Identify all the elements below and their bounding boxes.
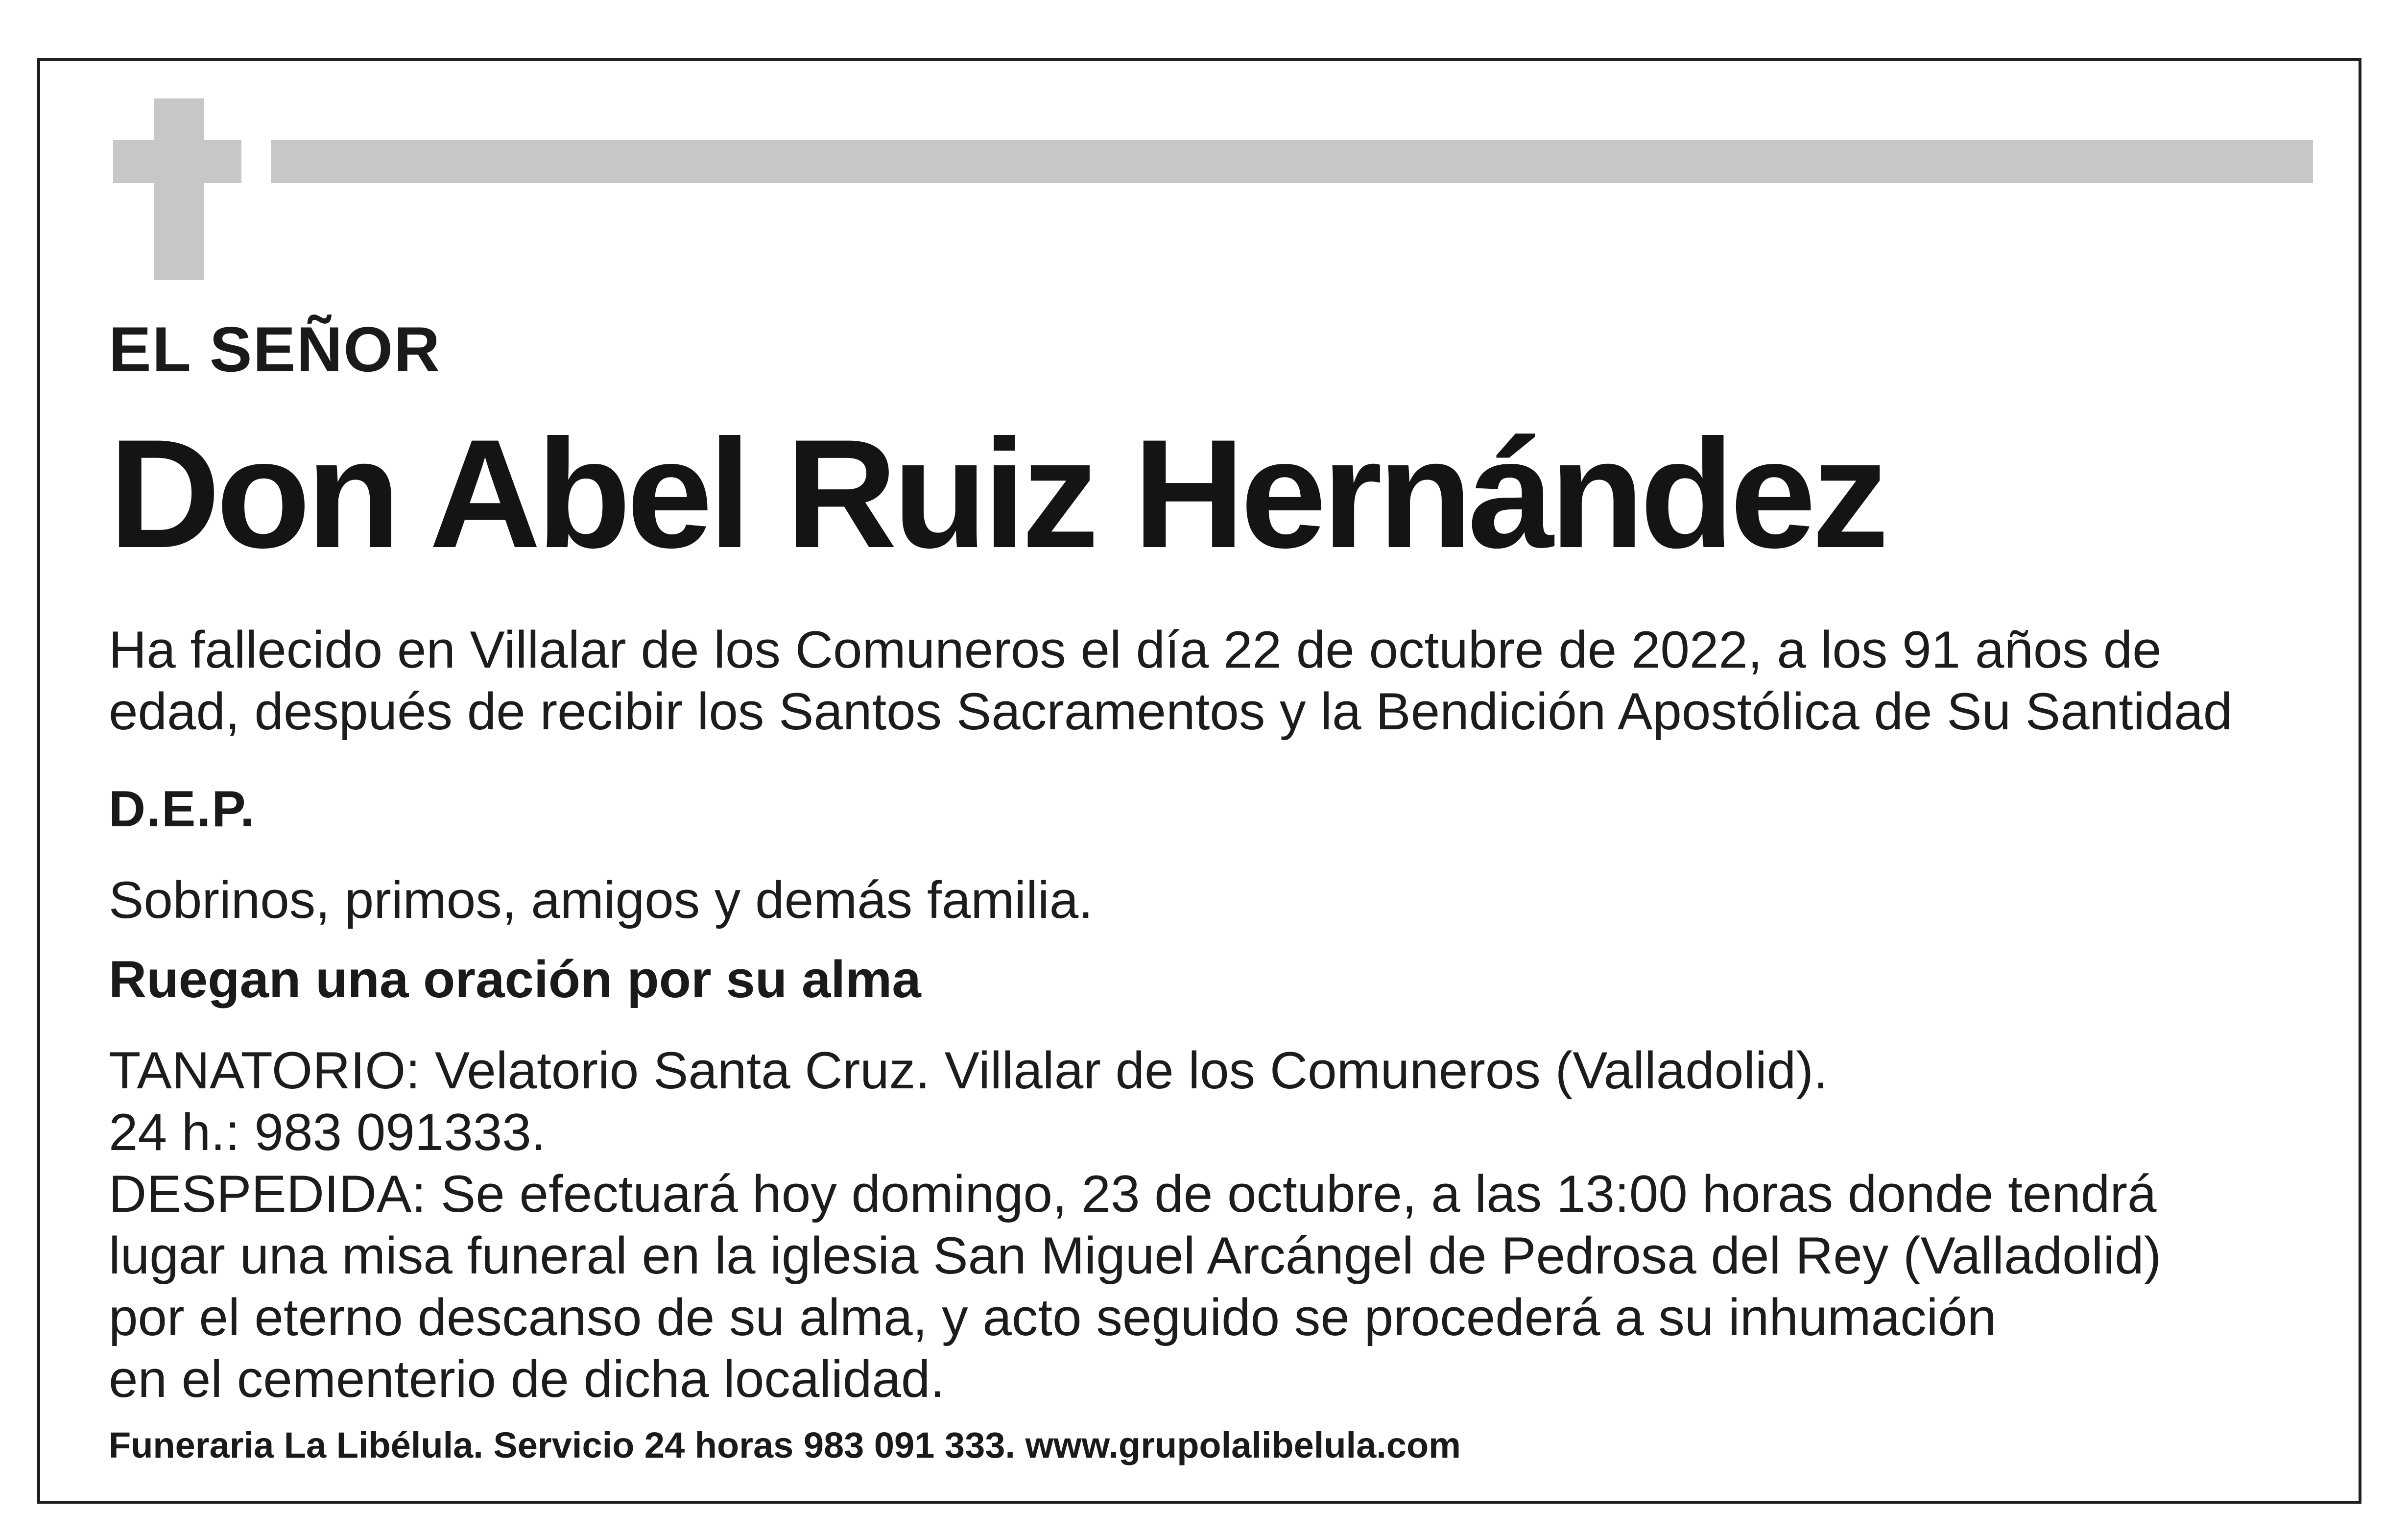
funeral-home-footer: Funeraria La Libélula. Servicio 24 horas 983 091 333. www.grupolalibelula.com [109, 1425, 1461, 1465]
funeral-arrangements [109, 1039, 2161, 1410]
mourners: Sobrinos, primos, amigos y demás familia. [109, 870, 1093, 929]
death-notice-line: Ha fallecido en Villalar de los Comuneros el día 22 de octubre de 2022, a los 91 años de [109, 620, 2162, 679]
prayer-request: Ruegan una oración por su alma [109, 950, 921, 1009]
arrangements-line: en el cementerio de dicha localidad. [109, 1349, 945, 1408]
header-rule [271, 140, 2313, 183]
honorific: EL SEÑOR [109, 313, 441, 385]
arrangements-line: 24 h.: 983 091333. [109, 1103, 546, 1161]
arrangements-line: DESPEDIDA: Se efectuará hoy domingo, 23 de octubre, a las 13:00 horas donde tendrá [109, 1164, 2157, 1223]
latin-cross-icon [154, 98, 204, 280]
dep-label: D.E.P. [109, 781, 256, 838]
arrangements-line: por el eterno descanso de su alma, y acto seguido se procederá a su inhumación [109, 1288, 1997, 1346]
arrangements-line: TANATORIO: Velatorio Santa Cruz. Villalar de los Comuneros (Valladolid). [109, 1041, 1828, 1100]
latin-cross-icon-crossbar [113, 140, 241, 183]
death-notice-line: edad, después de recibir los Santos Sacramentos y la Bendición Apostólica de Su Santidad [109, 682, 2233, 741]
death-notice [109, 619, 2232, 742]
deceased-name: Don Abel Ruiz Hernández [109, 407, 1885, 580]
arrangements-line: lugar una misa funeral en la iglesia San Miguel Arcángel de Pedrosa del Rey (Valladolid) [109, 1226, 2162, 1285]
